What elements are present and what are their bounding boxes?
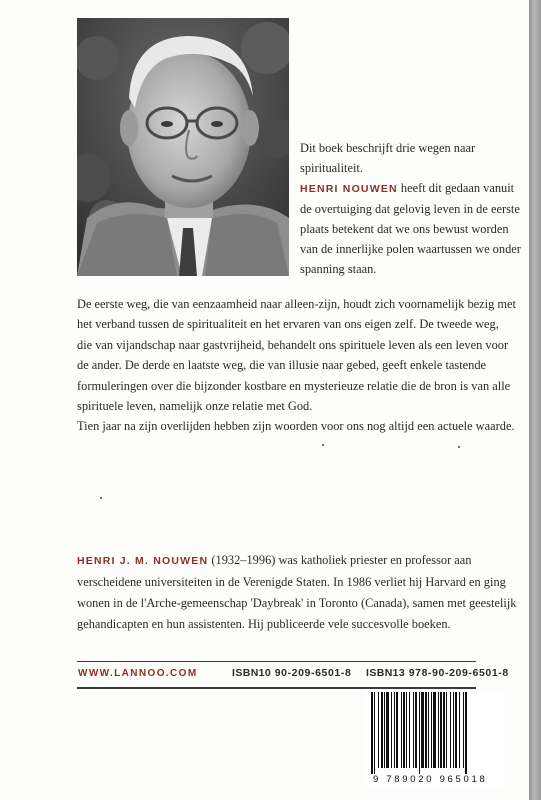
barcode-bar (459, 692, 460, 768)
barcode-bar (401, 692, 402, 768)
barcode-bar (386, 692, 389, 768)
isbn10 (232, 667, 351, 679)
isbn10-value: 90-209-6501-8 (274, 667, 352, 679)
barcode-bar (371, 692, 373, 774)
author-portrait-image (77, 18, 289, 276)
isbn13 (366, 667, 509, 679)
barcode-bar (421, 692, 424, 768)
isbn13-value: 978-90-209-6501-8 (408, 667, 509, 679)
intro-line: heeft dit gedaan vanuit de overtuiging dat gelovig leven in de eerste plaats betekent dat we ons bewust worden van de innerlijke polen waartussen we onder spanning staan. (300, 181, 521, 276)
barcode-bar (374, 692, 375, 774)
barcode-bar (384, 692, 385, 768)
barcode-bar (403, 692, 405, 768)
print-speck (322, 444, 324, 446)
footer-rule-top (77, 661, 476, 662)
page-edge (529, 0, 541, 800)
intro-text (300, 138, 528, 279)
barcode-bar (465, 692, 467, 774)
barcode-bar (431, 692, 432, 768)
barcode-digits: 9 789020 965018 (373, 774, 488, 785)
barcode-bar (438, 692, 439, 768)
barcode-bar (419, 692, 420, 774)
intro-line: Dit boek beschrijft drie wegen naar spiritualiteit. (300, 141, 476, 175)
barcode-bar (455, 692, 457, 768)
print-speck (100, 497, 102, 499)
barcode-bar (450, 692, 451, 768)
barcode-bar (433, 692, 436, 768)
barcode-bar (394, 692, 395, 768)
bio-text: (1932–1996) was katholiek priester en professor aan verscheidene universiteiten in de Verenigde Staten. In 1986 verliet hij Harvard en ging wonen in de l'Arche-gemeenschap 'Daybreak' in Toronto (Canada), samen met geestelijk gehandicapten en hun assistenten. Hij publiceerde vele succesvolle boeken. (77, 553, 517, 631)
barcode-bar (440, 692, 442, 768)
publisher-website: WWW.LANNOO.COM (78, 668, 198, 679)
barcode-bar (463, 692, 464, 768)
barcode-bar (391, 692, 392, 768)
barcode-bar (446, 692, 447, 768)
author-name-accent: HENRI NOUWEN (300, 183, 398, 195)
footer-rule-bottom (77, 687, 476, 689)
isbn13-label: ISBN13 (366, 667, 406, 679)
author-bio (77, 550, 517, 635)
barcode-bar (428, 692, 429, 768)
barcode-bar (409, 692, 410, 768)
barcode-bar (425, 692, 427, 768)
author-photo (77, 18, 289, 276)
barcode-bar (443, 692, 445, 768)
isbn10-label: ISBN10 (232, 667, 272, 679)
barcode-bar (406, 692, 407, 768)
barcode-bars (365, 690, 505, 774)
bio-author-name: HENRI J. M. NOUWEN (77, 555, 209, 567)
description-text (77, 294, 517, 437)
barcode-bar (378, 692, 379, 768)
description-paragraph: Tien jaar na zijn overlijden hebben zijn woorden voor ons nog altijd een actuele waarde. (77, 419, 515, 434)
print-speck (458, 446, 460, 448)
barcode-bar (415, 692, 417, 768)
barcode-bar (413, 692, 414, 768)
barcode-bar (453, 692, 454, 768)
barcode-bar (396, 692, 398, 768)
barcode-bar (381, 692, 383, 768)
description-paragraph: De eerste weg, die van eenzaamheid naar alleen-zijn, houdt zich voornamelijk bezig met het verband tussen de spiritualiteit en het ervaren van ons eigen zelf. De tweede weg, die van vijandschap naar gastvrijheid, behandelt ons spirituele leven als een leven voor de ander. De derde en laatste weg, die van illusie naar gebed, geeft enkele tastende formuleringen over die bijzonder kostbare en mysterieuze relatie die de bron is van alle spirituele leven, namelijk onze relatie met God. (77, 297, 516, 414)
